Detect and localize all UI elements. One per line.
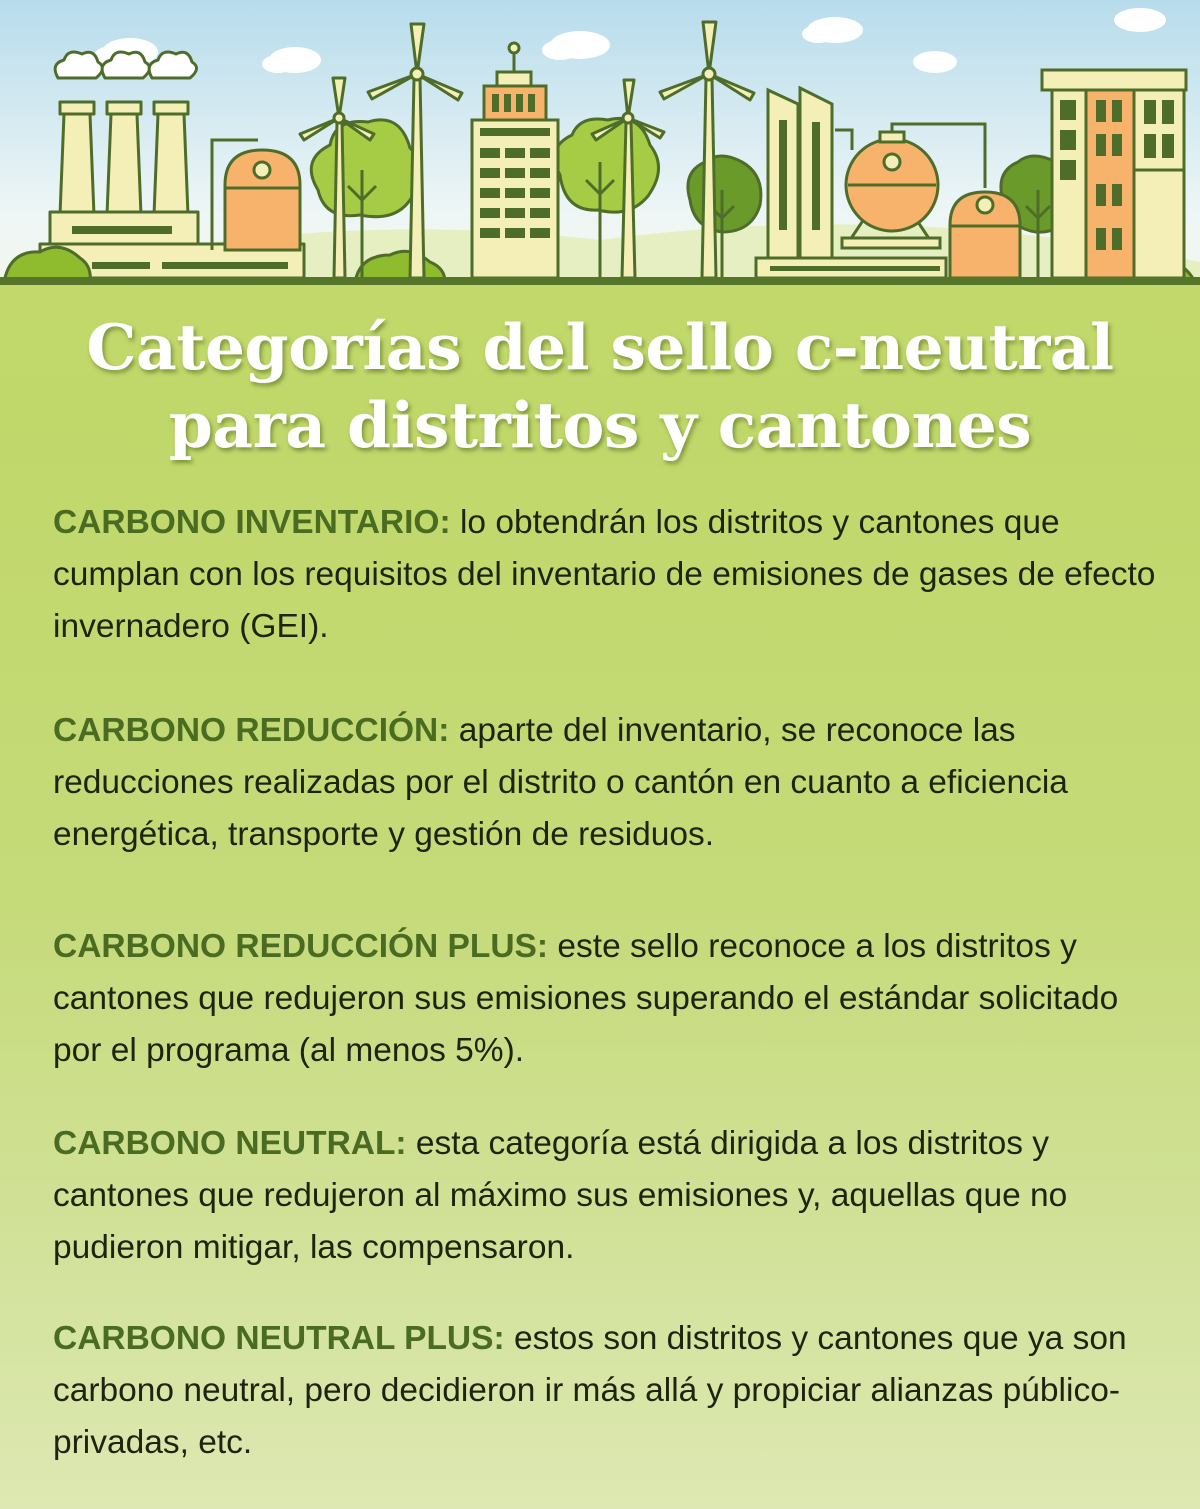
title-line-2: para distritos y cantones <box>168 388 1032 462</box>
category-carbono-inventario <box>53 497 1173 653</box>
category-heading: CARBONO INVENTARIO: <box>53 504 451 541</box>
title-line-1: Categorías del sello c-neutral <box>86 310 1114 384</box>
storage-tank-icon <box>950 192 1020 278</box>
category-heading: CARBONO NEUTRAL: <box>53 1125 407 1162</box>
category-description: estos son distritos y cantones que ya son carbono neutral, pero decidieron ir más allá y propiciar alianzas público-privadas, etc. <box>53 1320 1127 1461</box>
page-title <box>0 308 1200 464</box>
category-carbono-reduccion-plus <box>53 921 1173 1077</box>
category-heading: CARBONO REDUCCIÓN PLUS: <box>53 928 549 965</box>
category-carbono-neutral-plus <box>53 1313 1173 1469</box>
category-description: esta categoría está dirigida a los distritos y cantones que redujeron al máximo sus emisiones y, aquellas que no pudieron mitigar, las compensaron. <box>53 1125 1068 1266</box>
category-carbono-reduccion <box>53 705 1173 861</box>
category-carbono-neutral <box>53 1118 1173 1274</box>
category-description: este sello reconoce a los distritos y cantones que redujeron sus emisiones superando el estándar solicitado por el programa (al menos 5%). <box>53 928 1119 1069</box>
city-skyline-illustration <box>0 0 1200 285</box>
category-description: lo obtendrán los distritos y cantones que cumplan con los requisitos del inventario de emisiones de gases de efecto invernadero (GEI). <box>53 504 1156 645</box>
category-heading: CARBONO NEUTRAL PLUS: <box>53 1320 505 1357</box>
category-description: aparte del inventario, se reconoce las reducciones realizadas por el distrito o cantón en cuanto a eficiencia energética, transporte y gestión de residuos. <box>53 712 1068 853</box>
category-heading: CARBONO REDUCCIÓN: <box>53 712 450 749</box>
